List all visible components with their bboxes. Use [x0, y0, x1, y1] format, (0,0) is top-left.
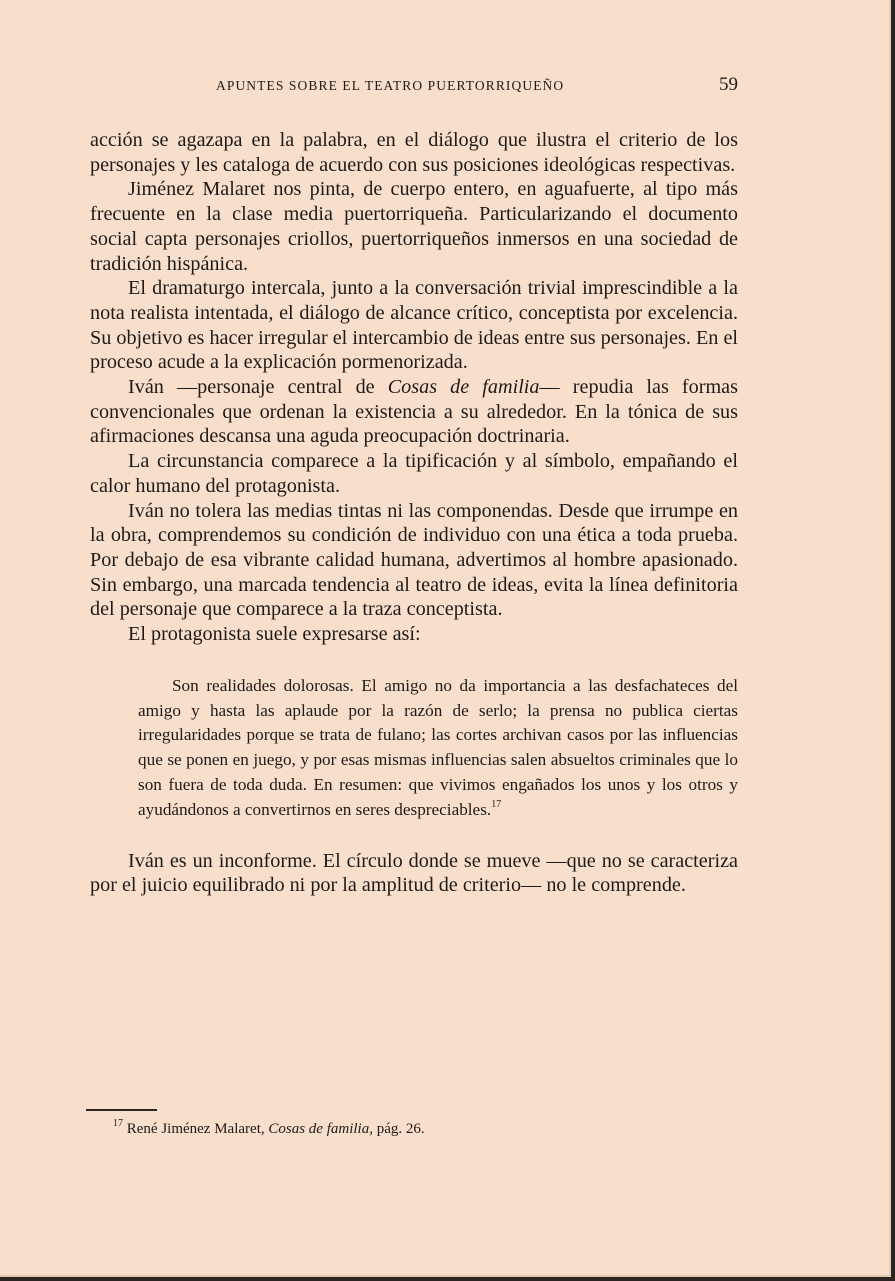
- block-quote: [138, 674, 738, 823]
- page-number: 59: [719, 74, 738, 95]
- paragraph-2: Jiménez Malaret nos pinta, de cuerpo entero, en aguafuerte, al tipo más frecuente en la clase media puertorriqueña. Particularizando el documento social capta personajes criollos, puertorriqueños inmersos en una sociedad de tradición hispánica.: [90, 178, 738, 275]
- footnote: [113, 1118, 425, 1140]
- paragraph-1: acción se agazapa en la palabra, en el diálogo que ilustra el criterio de los personajes y les cataloga de acuerdo con sus posiciones ideológicas respectivas.: [90, 129, 738, 176]
- footnote-reference: 17: [491, 799, 502, 811]
- paragraph-6: Iván no tolera las medias tintas ni las componendas. Desde que irrumpe en la obra, comprendemos su condición de individuo con una ética a toda prueba. Por debajo de esa vibrante calidad humana, advertimos al hombre apasionado. Sin embargo, una marcada tendencia al teatro de ideas, evita la línea definitoria del personaje que comparece a la traza conceptista.: [90, 499, 738, 621]
- paragraph-4: [90, 375, 738, 449]
- running-header: [88, 76, 740, 98]
- footnote-rule: [86, 1109, 157, 1111]
- play-title: Cosas de familia: [387, 376, 540, 399]
- paragraph-4-text-start: Iván —personaje central de: [128, 376, 388, 399]
- paragraph-3: El dramaturgo intercala, junto a la conversación trivial imprescindible a la nota realista intentada, el diálogo de alcance crítico, conceptista por excelencia. Su objetivo es hacer irregular el intercambio de ideas entre sus personajes. En el proceso acude a la explicación pormenorizada.: [90, 277, 739, 374]
- paragraph-4-text-end: — repudia las formas convencionales que ordenan la existencia a su alrededor. En la tónica de sus afirmaciones descansa una aguda preocupación doctrinaria.: [90, 376, 738, 448]
- footnote-author: René Jiménez Malaret,: [126, 1121, 269, 1137]
- paragraph-7: El protagonista suele expresarse así:: [128, 623, 421, 646]
- quote-text: Son realidades dolorosas. El amigo no da importancia a las desfachateces del amigo y hasta las aplaude por la razón de serlo; la prensa no publica ciertas irregularidades porque se trata de fulano; las cortes archivan casos por las influencias que se ponen en juego, y por esas mismas influencias salen absueltos criminales que lo son fuera de toda duda. En resumen: que vivimos engañados los unos y los otros y ayudándonos a convertirnos en seres despreciables.: [138, 675, 738, 819]
- running-title: APUNTES SOBRE EL TEATRO PUERTORRIQUEÑO: [216, 78, 565, 93]
- body-text: [90, 128, 738, 898]
- footnote-number: 17: [113, 1118, 123, 1129]
- footnote-page: pág. 26.: [372, 1121, 425, 1137]
- closing-paragraph: Iván es un inconforme. El círculo donde se mueve —que no se caracteriza por el juicio equilibrado ni por la amplitud de criterio— no le comprende.: [90, 849, 738, 897]
- footnote-title: Cosas de familia,: [268, 1121, 373, 1137]
- paragraph-5: La circunstancia comparece a la tipificación y al símbolo, empañando el calor humano del protagonista.: [90, 450, 738, 497]
